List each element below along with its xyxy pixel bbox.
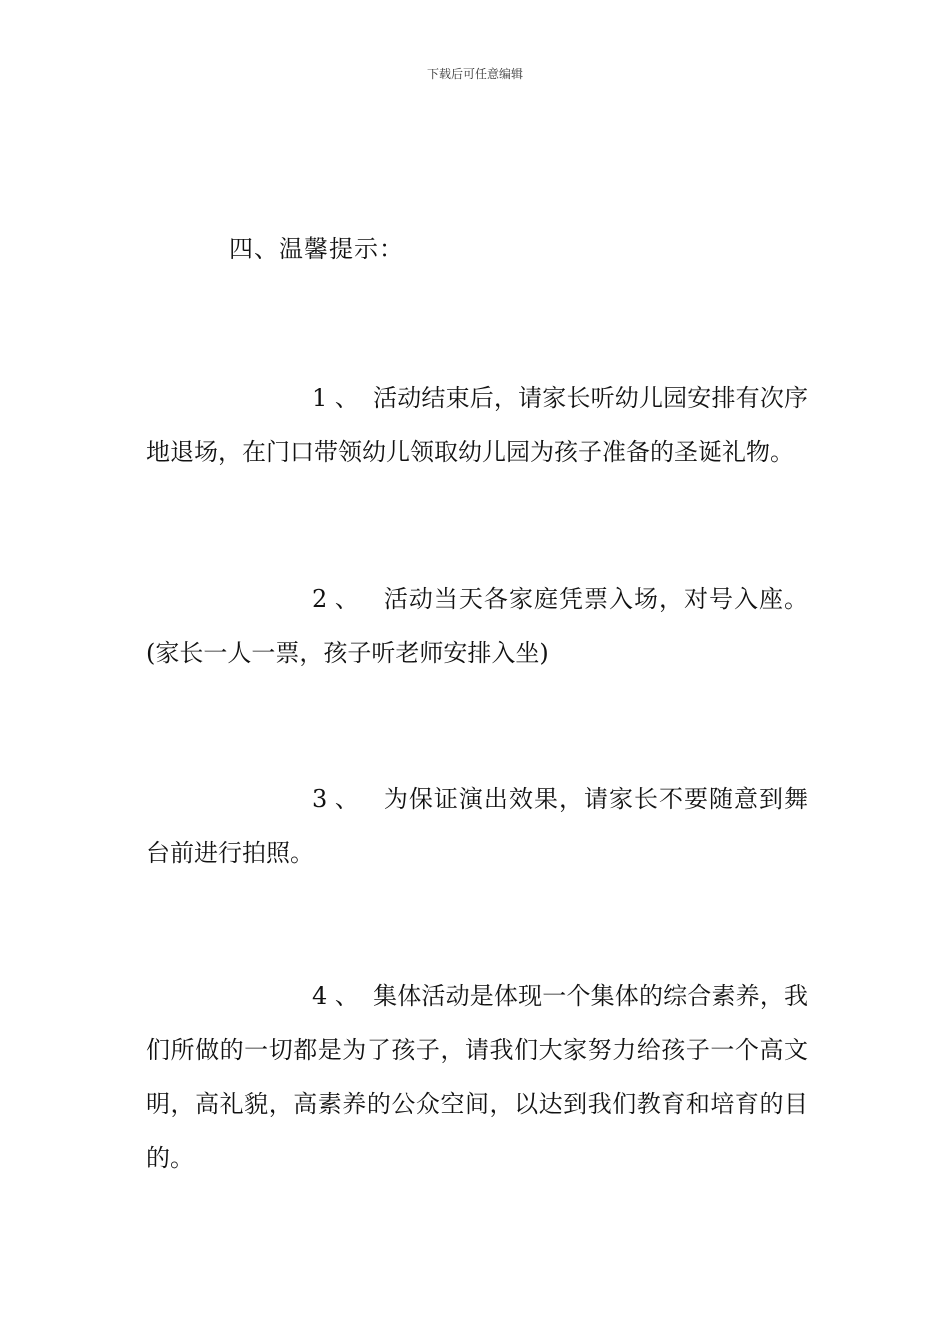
tip-text-3: 为保证演出效果，请家长不要随意到舞台前进行拍照。 (146, 785, 808, 867)
tip-paragraph-2 (146, 572, 808, 680)
tip-paragraph-3 (146, 772, 808, 880)
tip-text-4: 集体活动是体现一个集体的综合素养，我们所做的一切都是为了孩子，请我们大家努力给孩子一个高文明，高礼貌，高素养的公众空间，以达到我们教育和培育的目的。 (146, 982, 808, 1172)
tip-text-1: 活动结束后，请家长听幼儿园安排有次序地退场，在门口带领幼儿领取幼儿园为孩子准备的圣诞礼物。 (146, 384, 808, 466)
section-heading: 四、温馨提示： (229, 235, 404, 263)
tip-text-2: 活动当天各家庭凭票入场，对号入座。(家长一人一票，孩子听老师安排入坐) (146, 585, 808, 667)
tip-number-2: 2 、 (312, 585, 359, 613)
page-header-note: 下载后可任意编辑 (426, 67, 523, 81)
tip-number-3: 3 、 (312, 785, 359, 813)
tip-number-4: 4 、 (312, 982, 359, 1010)
tip-paragraph-4 (146, 969, 808, 1185)
tip-paragraph-1 (146, 371, 808, 479)
tip-number-1: 1 、 (312, 384, 359, 412)
